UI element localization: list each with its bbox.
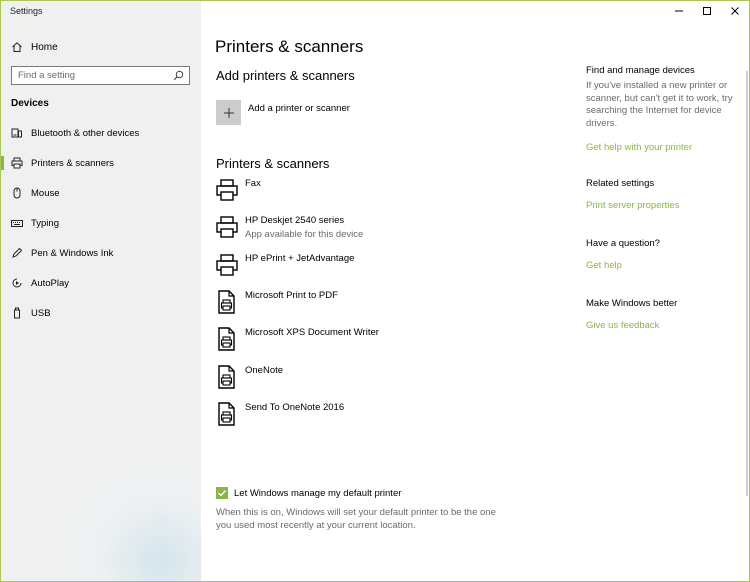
related-settings-section — [586, 178, 746, 213]
close-button[interactable] — [721, 1, 749, 21]
device-item-hp-deskjet[interactable] — [216, 215, 546, 249]
feedback-heading: Make Windows better — [586, 298, 678, 309]
bluetooth-devices-icon — [11, 127, 23, 139]
default-printer-label: Let Windows manage my default printer — [234, 487, 402, 499]
device-status: App available for this device — [245, 229, 364, 240]
default-printer-description: When this is on, Windows will set your default printer to be the one you used most recently at your current location. — [216, 507, 496, 531]
question-heading: Have a question? — [586, 238, 660, 249]
add-printer-label: Add a printer or scanner — [248, 103, 350, 114]
device-name: Microsoft Print to PDF — [245, 290, 338, 301]
device-name: HP Deskjet 2540 series — [245, 215, 345, 226]
search-input[interactable] — [12, 70, 171, 81]
pen-icon — [11, 247, 23, 259]
get-help-link[interactable]: Get help — [586, 260, 622, 271]
find-manage-heading: Find and manage devices — [586, 65, 695, 76]
autoplay-icon — [11, 277, 23, 289]
give-feedback-link[interactable]: Give us feedback — [586, 320, 660, 331]
devices-section-label: Devices — [11, 98, 49, 109]
printer-icon — [216, 178, 238, 202]
app-title: Settings — [10, 6, 43, 16]
home-label: Home — [31, 41, 58, 53]
default-printer-checkbox-row[interactable] — [216, 487, 401, 499]
default-printer-checkbox[interactable] — [216, 487, 228, 499]
sidebar-item-mouse[interactable] — [1, 181, 201, 205]
maximize-icon — [702, 6, 712, 16]
sidebar-item-label: Bluetooth & other devices — [31, 127, 140, 139]
device-item-fax[interactable] — [216, 178, 546, 212]
sidebar-item-label: Mouse — [31, 187, 60, 199]
sidebar-item-pen[interactable] — [1, 241, 201, 265]
document-printer-icon — [216, 327, 238, 351]
sidebar-item-label: Typing — [31, 217, 59, 229]
minimize-button[interactable] — [665, 1, 693, 21]
question-section — [586, 238, 746, 273]
sidebar-item-label: AutoPlay — [31, 277, 70, 289]
add-printer-button[interactable] — [216, 100, 350, 125]
minimize-icon — [674, 6, 684, 16]
page-title: Printers & scanners — [215, 37, 364, 56]
find-manage-text: If you've installed a new printer or scanner, but can't get it to work, try searching the Internet for device drivers. — [586, 80, 733, 129]
keyboard-icon — [11, 217, 23, 229]
sidebar-item-label: USB — [31, 307, 51, 319]
document-printer-icon — [216, 402, 238, 426]
device-item-hp-eprint[interactable] — [216, 253, 546, 287]
device-item-ms-print-pdf[interactable] — [216, 290, 546, 324]
maximize-button[interactable] — [693, 1, 721, 21]
sidebar — [1, 1, 201, 581]
printers-list-title: Printers & scanners — [216, 156, 330, 171]
plus-icon — [216, 100, 241, 125]
sidebar-item-printers[interactable] — [1, 151, 201, 175]
home-nav-item[interactable] — [11, 39, 58, 55]
device-item-send-to-onenote[interactable] — [216, 402, 546, 436]
device-name: Fax — [245, 178, 261, 189]
sidebar-item-usb[interactable] — [1, 301, 201, 325]
scrollbar[interactable] — [746, 71, 748, 496]
document-printer-icon — [216, 365, 238, 389]
device-name: HP ePrint + JetAdvantage — [245, 253, 355, 264]
search-icon[interactable] — [171, 69, 185, 83]
related-settings-heading: Related settings — [586, 178, 655, 189]
device-name: OneNote — [245, 365, 284, 376]
get-help-printer-link[interactable]: Get help with your printer — [586, 142, 693, 153]
printer-icon — [216, 215, 238, 239]
device-item-ms-xps[interactable] — [216, 327, 546, 361]
print-server-properties-link[interactable]: Print server properties — [586, 200, 680, 211]
printer-icon — [11, 157, 23, 169]
sidebar-item-bluetooth[interactable] — [1, 121, 201, 145]
checkmark-icon — [217, 488, 227, 498]
sidebar-item-autoplay[interactable] — [1, 271, 201, 295]
printer-icon — [216, 253, 238, 277]
search-box[interactable] — [11, 66, 190, 85]
mouse-icon — [11, 187, 23, 199]
device-name: Microsoft XPS Document Writer — [245, 327, 379, 338]
home-icon — [11, 41, 23, 53]
usb-icon — [11, 307, 23, 319]
document-printer-icon — [216, 290, 238, 314]
add-section-title: Add printers & scanners — [216, 68, 355, 83]
main-content — [201, 1, 749, 581]
sidebar-item-typing[interactable] — [1, 211, 201, 235]
close-icon — [730, 6, 740, 16]
find-manage-section — [586, 65, 746, 155]
device-item-onenote[interactable] — [216, 365, 546, 399]
feedback-section — [586, 298, 746, 333]
sidebar-item-label: Pen & Windows Ink — [31, 247, 114, 259]
sidebar-item-label: Printers & scanners — [31, 157, 114, 169]
device-name: Send To OneNote 2016 — [245, 402, 345, 413]
